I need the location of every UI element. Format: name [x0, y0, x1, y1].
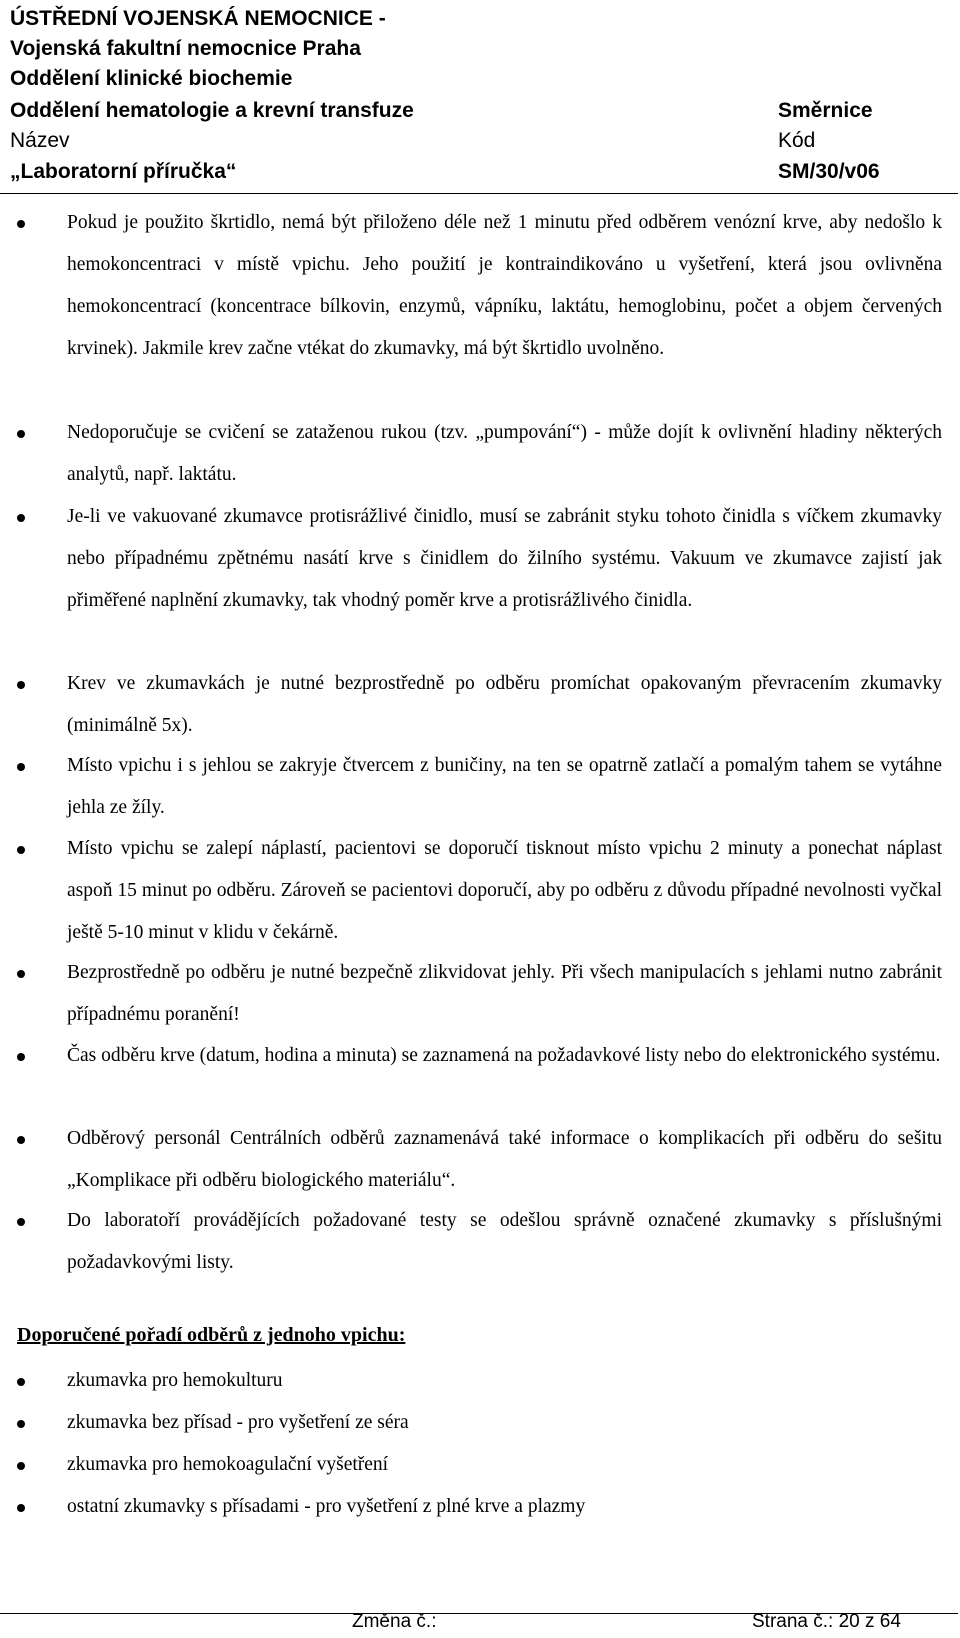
- bullet-icon: [17, 1462, 25, 1470]
- document-footer: [0, 1613, 958, 1634]
- list-item-text: Pokud je použito škrtidlo, nemá být přiloženo déle než 1 minutu před odběrem venózní krve, aby nedošlo k hemokoncentraci v místě vpichu. Jeho použití je kontraindikováno u vyšetření, která jsou ovlivněna hemokoncentrací (koncentrace bílkovin, enzymů, vápníku, laktátu, hemoglobinu, počet a objem červených krvinek). Jakmile krev začne vtékat do zkumavky, má být škrtidlo uvolněno.: [67, 212, 942, 359]
- order-list-item-text: zkumavka pro hemokoagulační vyšetření: [67, 1454, 389, 1475]
- document-header: [0, 0, 958, 194]
- bullet-icon: [17, 220, 25, 228]
- hospital-subtitle: Vojenská fakultní nemocnice Praha: [10, 37, 361, 60]
- order-list-item-text: zkumavka pro hemokulturu: [67, 1370, 283, 1391]
- bullet-icon: [17, 1218, 25, 1226]
- bullet-icon: [17, 514, 25, 522]
- order-section-heading: Doporučené pořadí odběrů z jednoho vpichu:: [17, 1324, 406, 1346]
- bullet-icon: [17, 1504, 25, 1512]
- department-biochemistry: Oddělení klinické biochemie: [10, 67, 293, 90]
- bullet-icon: [17, 763, 25, 771]
- bullet-icon: [17, 1420, 25, 1428]
- list-item-text: Do laboratoří provádějících požadované testy se odešlou správně označené zkumavky s příslušnými požadavkovými listy.: [67, 1210, 942, 1273]
- list-item-text: Krev ve zkumavkách je nutné bezprostředně po odběru promíchat opakovaným převracením zkumavky (minimálně 5x).: [67, 673, 942, 736]
- document-name: „Laboratorní příručka“: [10, 160, 237, 183]
- bullet-icon: [17, 681, 25, 689]
- document-type: Směrnice: [778, 99, 873, 122]
- page-number: Strana č.: 20 z 64: [752, 1611, 901, 1632]
- bullet-icon: [17, 1053, 25, 1061]
- order-list-item-text: zkumavka bez přísad - pro vyšetření ze séra: [67, 1412, 409, 1433]
- bullet-icon: [17, 846, 25, 854]
- bullet-icon: [17, 1378, 25, 1386]
- list-item-text: Bezprostředně po odběru je nutné bezpečně zlikvidovat jehly. Při všech manipulacích s jehlami nutno zabránit případnému poranění!: [67, 962, 942, 1025]
- list-item-text: Místo vpichu i s jehlou se zakryje čtvercem z buničiny, na ten se opatrně zatlačí a pomalým tahem se vytáhne jehla ze žíly.: [67, 755, 942, 818]
- list-item-text: Nedoporučuje se cvičení se zataženou rukou (tzv. „pumpování“) - může dojít k ovlivnění hladiny některých analytů, např. laktátu.: [67, 422, 942, 485]
- department-hematology: Oddělení hematologie a krevní transfuze: [10, 99, 414, 122]
- list-item-text: Je-li ve vakuované zkumavce protisrážlivé činidlo, musí se zabránit styku tohoto činidla s víčkem zkumavky nebo případnému zpětnému nasátí krve s činidlem do žilního systému. Vakuum ve zkumavce zajistí jak přiměřené naplnění zkumavky, tak vhodný poměr krve a protisrážlivého činidla.: [67, 506, 942, 611]
- hospital-name: ÚSTŘEDNÍ VOJENSKÁ NEMOCNICE -: [10, 7, 386, 30]
- order-list-item-text: ostatní zkumavky s přísadami - pro vyšetření z plné krve a plazmy: [67, 1496, 586, 1517]
- document-code: SM/30/v06: [778, 160, 880, 183]
- bullet-icon: [17, 970, 25, 978]
- list-item-text: Místo vpichu se zalepí náplastí, pacientovi se doporučí tisknout místo vpichu 2 minuty a ponechat náplast aspoň 15 minut po odběru. Zároveň se pacientovi doporučí, aby po odběru z důvodu případné nevolnosti vyčkal ještě 5-10 minut v klidu v čekárně.: [67, 838, 942, 943]
- bullet-icon: [17, 1136, 25, 1144]
- list-item-text: Čas odběru krve (datum, hodina a minuta) se zaznamená na požadavkové listy nebo do elektronického systému.: [67, 1045, 941, 1066]
- bullet-icon: [17, 430, 25, 438]
- change-number: Změna č.:: [352, 1611, 437, 1632]
- list-item-text: Odběrový personál Centrálních odběrů zaznamenává také informace o komplikacích při odběru do sešitu „Komplikace při odběru biologického materiálu“.: [67, 1128, 942, 1191]
- name-label: Název: [10, 129, 70, 152]
- code-label: Kód: [778, 129, 816, 152]
